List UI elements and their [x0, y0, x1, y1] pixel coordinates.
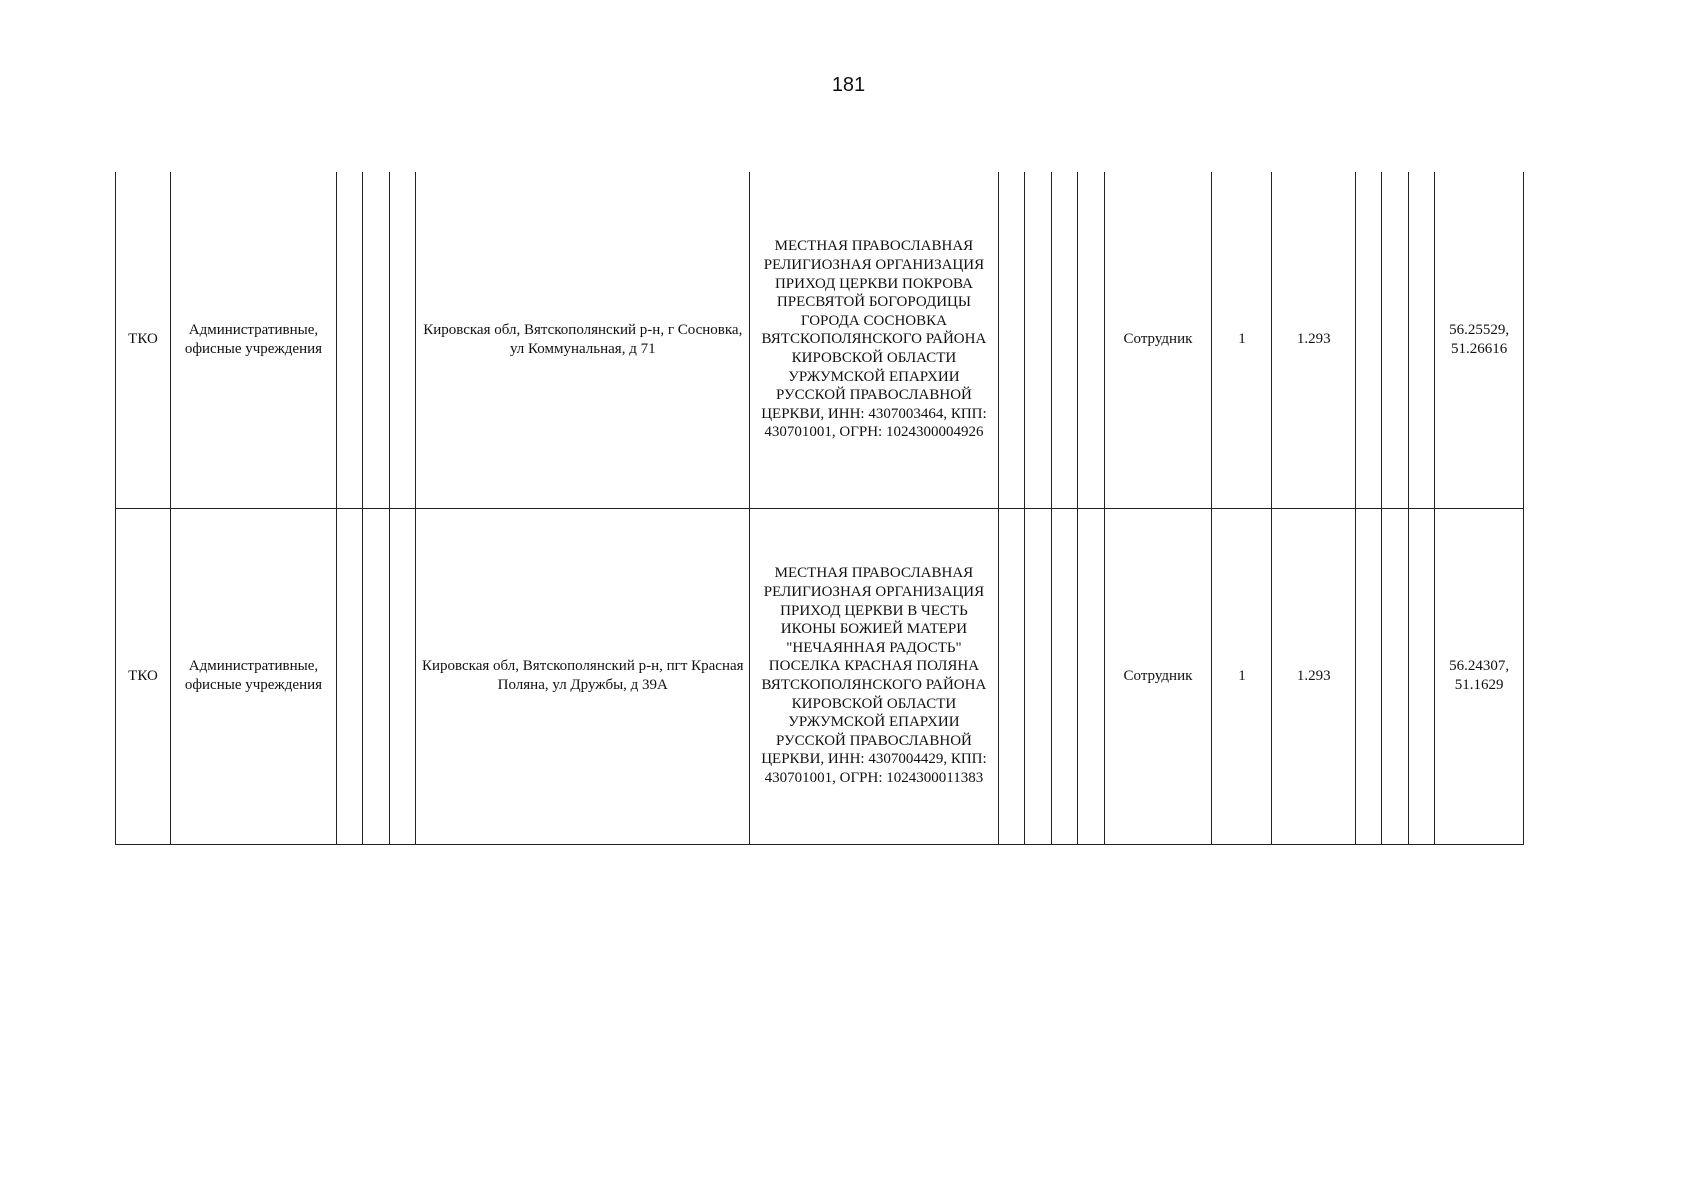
waste-registry-table	[115, 172, 1524, 845]
address-cell: Кировская обл, Вятскополянский р-н, пгт Красная Поляна, ул Дружбы, д 39А	[416, 508, 750, 844]
quantity-cell: 1	[1212, 508, 1272, 844]
empty-cell	[363, 172, 389, 508]
page-number: 181	[831, 74, 866, 96]
address-cell: Кировская обл, Вятскополянский р-н, г Сосновка, ул Коммунальная, д 71	[416, 172, 750, 508]
empty-cell	[1025, 508, 1051, 844]
waste-type-cell: ТКО	[116, 172, 171, 508]
category-cell: Административные, офисные учреждения	[170, 508, 336, 844]
quantity-cell: 1	[1212, 172, 1272, 508]
empty-cell	[1051, 172, 1077, 508]
empty-cell	[998, 172, 1024, 508]
empty-cell	[1051, 508, 1077, 844]
table-row	[116, 508, 1524, 844]
norm-cell: 1.293	[1272, 508, 1355, 844]
category-cell: Административные, офисные учреждения	[170, 172, 336, 508]
coordinates-cell: 56.25529, 51.26616	[1435, 172, 1524, 508]
empty-cell	[389, 172, 415, 508]
empty-cell	[336, 172, 362, 508]
table-row	[116, 172, 1524, 508]
unit-cell: Сотрудник	[1104, 172, 1212, 508]
empty-cell	[1355, 508, 1381, 844]
empty-cell	[1408, 172, 1434, 508]
empty-cell	[336, 508, 362, 844]
empty-cell	[1078, 508, 1104, 844]
empty-cell	[1382, 172, 1408, 508]
organization-cell: МЕСТНАЯ ПРАВОСЛАВНАЯ РЕЛИГИОЗНАЯ ОРГАНИЗАЦИЯ ПРИХОД ЦЕРКВИ В ЧЕСТЬ ИКОНЫ БОЖИЕЙ МАТЕРИ "НЕЧАЯННАЯ РАДОСТЬ" ПОСЕЛКА КРАСНАЯ ПОЛЯНА ВЯТСКОПОЛЯНСКОГО РАЙОНА КИРОВСКОЙ ОБЛАСТИ УРЖУМСКОЙ ЕПАРХИИ РУССКОЙ ПРАВОСЛАВНОЙ ЦЕРКВИ, ИНН: 4307004429, КПП: 430701001, ОГРН: 1024300011383	[750, 508, 998, 844]
empty-cell	[1355, 172, 1381, 508]
empty-cell	[1382, 508, 1408, 844]
empty-cell	[1078, 172, 1104, 508]
organization-cell: МЕСТНАЯ ПРАВОСЛАВНАЯ РЕЛИГИОЗНАЯ ОРГАНИЗАЦИЯ ПРИХОД ЦЕРКВИ ПОКРОВА ПРЕСВЯТОЙ БОГОРОДИЦЫ ГОРОДА СОСНОВКА ВЯТСКОПОЛЯНСКОГО РАЙОНА КИРОВСКОЙ ОБЛАСТИ УРЖУМСКОЙ ЕПАРХИИ РУССКОЙ ПРАВОСЛАВНОЙ ЦЕРКВИ, ИНН: 4307003464, КПП: 430701001, ОГРН: 1024300004926	[750, 172, 998, 508]
empty-cell	[1025, 172, 1051, 508]
empty-cell	[1408, 508, 1434, 844]
coordinates-cell: 56.24307, 51.1629	[1435, 508, 1524, 844]
unit-cell: Сотрудник	[1104, 508, 1212, 844]
norm-cell: 1.293	[1272, 172, 1355, 508]
empty-cell	[389, 508, 415, 844]
empty-cell	[998, 508, 1024, 844]
empty-cell	[363, 508, 389, 844]
waste-type-cell: ТКО	[116, 508, 171, 844]
